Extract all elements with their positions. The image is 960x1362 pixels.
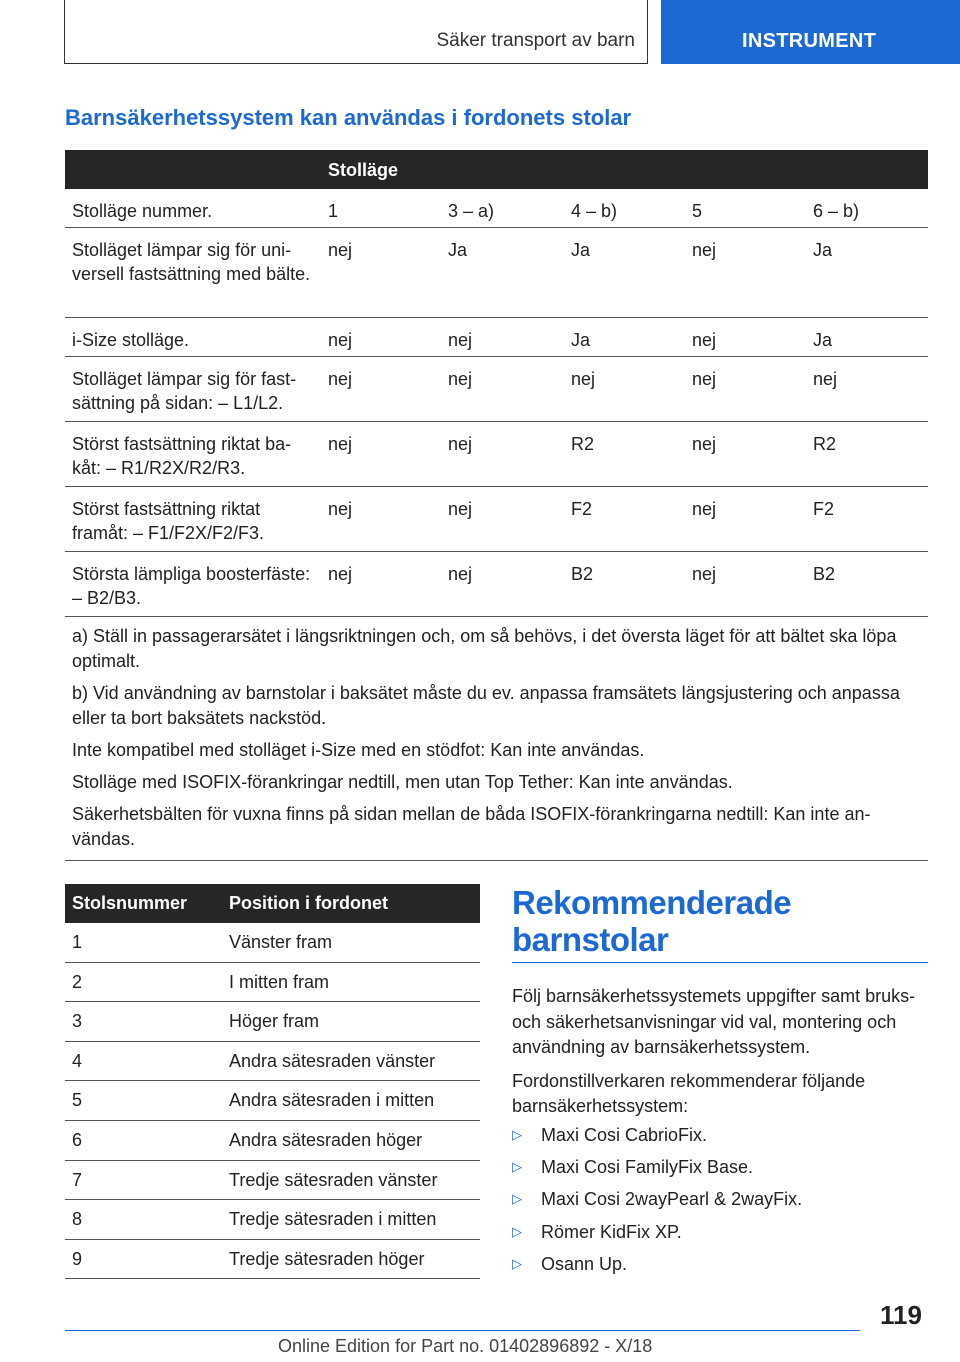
- header-section-title: Säker transport av barn: [436, 30, 635, 51]
- recommended-item-text: Maxi Cosi CabrioFix.: [541, 1125, 708, 1145]
- seat-number-cell: 8: [72, 1209, 83, 1230]
- seat-number-cell: 3: [72, 1011, 83, 1032]
- seat-table-row-label: Stolläget lämpar sig för fastsättning på sidan: – L1/L2.: [72, 369, 297, 413]
- header-section-box: [64, 0, 648, 64]
- header-chapter-tab[interactable]: [661, 0, 960, 64]
- seat-table-cell: nej: [448, 434, 473, 454]
- seat-table-cell: nej: [328, 330, 353, 350]
- recommended-item-text: Maxi Cosi FamilyFix Base.: [541, 1157, 754, 1178]
- seat-table-cell: 1: [328, 201, 339, 221]
- seat-number-row: [65, 1081, 480, 1121]
- seat-position-cell: Tredje sätesraden i mitten: [229, 1209, 437, 1230]
- seat-table-row-label: i-Size stolläge.: [72, 330, 190, 350]
- bullet-triangle-icon: ▷: [512, 1191, 522, 1207]
- seat-number-row: [65, 1121, 480, 1161]
- recommended-para2: Fordonstillverkaren rekommenderar följande barnsäkerhetssystem:: [512, 1070, 866, 1116]
- footer-edition: Online Edition for Part no. 01402896892 - X/18: [278, 1336, 653, 1356]
- seat-table-header: [65, 150, 928, 189]
- recommended-para1: Följ barnsäkerhetssystemets uppgifter samt bruks- och säkerhetsanvisningar vid val, montering och användning av barnsäkerhetssystem.: [512, 986, 916, 1057]
- seat-table-cell: R2: [571, 434, 595, 454]
- seat-position-cell: Höger fram: [229, 1011, 320, 1032]
- seat-table-cell: Ja: [571, 240, 591, 260]
- header-chapter-title: INSTRUMENT: [742, 30, 877, 52]
- note-isofix: Stolläge med ISOFIX-förankringar nedtill, men utan Top Tether: Kan inte användas.: [72, 772, 733, 792]
- seat-table-row-label: Störst fastsättning riktat framåt: – F1/F2X/F2/F3.: [72, 499, 265, 543]
- seat-table-row-label: Stolläge nummer.: [72, 201, 213, 221]
- footnotes: [65, 617, 928, 861]
- recommended-title-line1: Rekommenderade: [512, 884, 792, 921]
- seat-number-cell: 6: [72, 1129, 83, 1150]
- seat-table-cell: nej: [448, 330, 473, 350]
- seat-number-table-header: [65, 884, 480, 923]
- seat-position-cell: Tredje sätesraden höger: [229, 1248, 425, 1269]
- seat-position-cell: Andra sätesraden i mitten: [229, 1090, 435, 1111]
- seat-table-row-label: Största lämpliga boosterfäste: – B2/B3.: [72, 564, 311, 608]
- section-title: Barnsäkerhetssystem kan användas i fordonets stolar: [65, 105, 632, 130]
- pointing-hand-icon: [0, 0, 24, 28]
- header-seat-number: Stolsnummer: [72, 893, 188, 913]
- seat-number-cell: 2: [72, 971, 83, 992]
- title-rule: [512, 962, 928, 963]
- seat-table-cell: nej: [448, 499, 473, 519]
- recommended-text: [512, 984, 928, 1128]
- seat-table-cell: nej: [813, 369, 838, 389]
- seat-table-row: [65, 189, 928, 228]
- bullet-triangle-icon: ▷: [512, 1127, 522, 1142]
- seat-table-cell: nej: [692, 369, 717, 389]
- seat-table-cell: 4 – b): [571, 201, 618, 221]
- seat-position-cell: Andra sätesraden vänster: [229, 1050, 436, 1071]
- recommended-item-text: Römer KidFix XP.: [541, 1221, 682, 1242]
- seat-number-cell: 5: [72, 1090, 83, 1111]
- note-isize: Inte kompatibel med stolläget i-Size med en stödfot: Kan inte användas.: [72, 740, 645, 760]
- recommended-item-text: Osann Up.: [541, 1253, 628, 1274]
- recommended-item-text: Maxi Cosi 2wayPearl & 2wayFix.: [541, 1189, 803, 1210]
- seat-position-cell: I mitten fram: [229, 971, 330, 992]
- seat-table-cell: nej: [328, 499, 353, 519]
- seat-table-cell: nej: [448, 564, 473, 584]
- seat-table-cell: nej: [571, 369, 596, 389]
- seat-table-cell: nej: [692, 564, 717, 584]
- seat-table-row: [65, 552, 928, 617]
- seat-table-cell: nej: [328, 369, 353, 389]
- seat-table-header-label: Stolläge: [328, 160, 399, 180]
- seat-table-cell: Ja: [571, 330, 591, 350]
- seat-number-cell: 1: [72, 932, 83, 952]
- seat-number-row: [65, 923, 480, 963]
- note-belts: Säkerhetsbälten för vuxna finns på sidan mellan de båda ISOFIX-förankringarna nedtill: Kan inte användas.: [72, 804, 871, 849]
- seat-number-row: [65, 1200, 480, 1240]
- seat-table-row-label: Störst fastsättning riktat bakåt: – R1/R2X/R2/R3.: [72, 434, 292, 478]
- seat-number-row: [65, 1240, 480, 1280]
- seat-position-cell: Tredje sätesraden vänster: [229, 1169, 438, 1190]
- recommended-title-line2: barnstolar: [512, 921, 669, 958]
- seat-table-row: [65, 318, 928, 357]
- bullet-triangle-icon: ▷: [512, 1223, 522, 1239]
- seat-table-row: [65, 422, 928, 487]
- seat-table-cell: nej: [692, 499, 717, 519]
- seat-position-cell: Andra sätesraden höger: [229, 1129, 423, 1150]
- seat-table-cell: Ja: [813, 240, 833, 260]
- seat-number-row: [65, 1002, 480, 1042]
- bullet-triangle-icon: ▷: [512, 1159, 522, 1175]
- seat-position-table: [65, 150, 928, 617]
- seat-table-cell: F2: [813, 499, 835, 519]
- seat-number-row: [65, 1161, 480, 1201]
- seat-table-row: [65, 357, 928, 422]
- seat-number-row: [65, 1042, 480, 1082]
- seat-table-cell: nej: [692, 434, 717, 454]
- seat-number-cell: 7: [72, 1169, 83, 1190]
- seat-table-cell: nej: [692, 330, 717, 350]
- seat-table-cell: 6 – b): [813, 201, 860, 221]
- seat-table-cell: F2: [571, 499, 593, 519]
- seat-table-cell: nej: [448, 369, 473, 389]
- seat-number-table: [65, 884, 480, 1279]
- seat-table-cell: nej: [328, 434, 353, 454]
- seat-table-cell: 3 – a): [448, 201, 495, 221]
- seat-table-row: [65, 228, 928, 318]
- seat-table-cell: R2: [813, 434, 837, 454]
- bullet-triangle-icon: ▷: [512, 1255, 522, 1271]
- seat-table-cell: B2: [813, 564, 836, 584]
- seat-number-row: [65, 963, 480, 1003]
- header-position: Position i fordonet: [229, 893, 388, 913]
- seat-position-cell: Vänster fram: [229, 932, 333, 952]
- seat-table-row: [65, 487, 928, 552]
- seat-table-cell: B2: [571, 564, 594, 584]
- recommended-title: [512, 884, 791, 958]
- page-number: 119: [880, 1300, 922, 1330]
- seat-table-row-label: Stolläget lämpar sig för universell fastsättning med bälte.: [72, 240, 311, 284]
- seat-table-cell: Ja: [448, 240, 468, 260]
- seat-table-cell: 5: [692, 201, 703, 221]
- seat-table-cell: nej: [328, 240, 353, 260]
- seat-table-cell: Ja: [813, 330, 833, 350]
- footer-rule: [65, 1330, 860, 1331]
- footnote-b: b) Vid användning av barnstolar i baksätet måste du ev. anpassa framsätets längsjustering och anpassa eller ta bort baksätets nackstöd.: [72, 683, 900, 728]
- seat-table-cell: nej: [328, 564, 353, 584]
- seat-table-cell: nej: [692, 240, 717, 260]
- seat-number-cell: 9: [72, 1248, 83, 1269]
- seat-number-cell: 4: [72, 1050, 83, 1071]
- footnote-a: a) Ställ in passagerarsätet i längsriktningen och, om så behövs, i det översta läget för att bältet ska löpa optimalt.: [72, 626, 897, 671]
